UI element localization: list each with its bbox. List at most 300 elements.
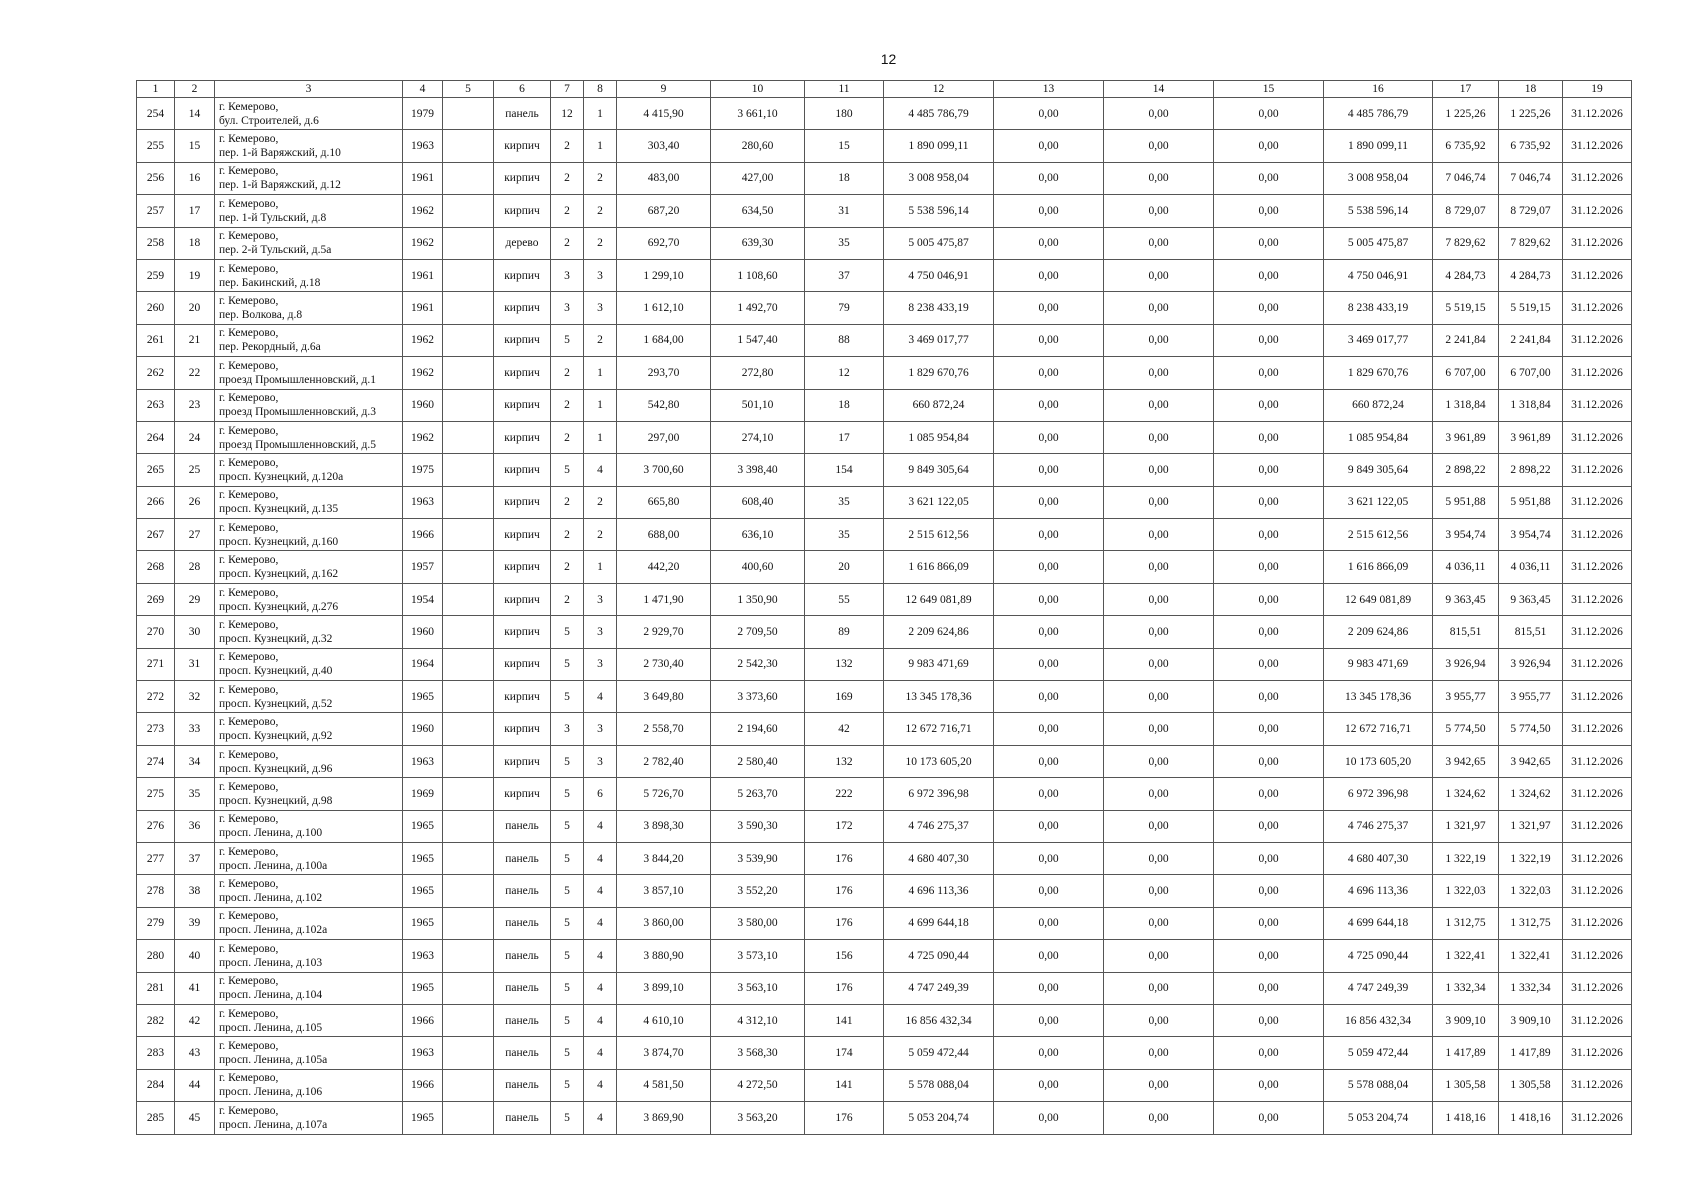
column-header-14: 14	[1104, 81, 1214, 98]
cell-year: 1966	[403, 1069, 443, 1101]
cell-floors: 5	[551, 842, 584, 874]
address-cell	[215, 583, 403, 615]
cell-c13: 0,00	[994, 292, 1104, 324]
cell-area-total: 4 415,90	[617, 98, 711, 130]
cell-c17: 2 898,22	[1433, 454, 1499, 486]
cell-c18: 7 046,74	[1499, 162, 1563, 194]
cell-entr: 4	[584, 940, 617, 972]
cell-floors: 5	[551, 778, 584, 810]
cell-c18: 6 735,92	[1499, 130, 1563, 162]
cell-entr: 3	[584, 583, 617, 615]
cell-people: 17	[805, 421, 884, 453]
cell-c13: 0,00	[994, 940, 1104, 972]
cell-c17: 1 418,16	[1433, 1102, 1499, 1134]
address-city: г. Кемерово,	[219, 845, 279, 858]
cell-c13: 0,00	[994, 454, 1104, 486]
cell-n: 274	[137, 745, 175, 777]
cell-cost: 3 008 958,04	[884, 162, 994, 194]
cell-cost: 10 173 605,20	[884, 745, 994, 777]
address-street: просп. Ленина, д.104	[219, 989, 323, 1002]
cell-year: 1963	[403, 1037, 443, 1069]
cell-date: 31.12.2026	[1563, 648, 1632, 680]
cell-c18: 3 909,10	[1499, 1004, 1563, 1036]
cell-year: 1960	[403, 389, 443, 421]
cell-area-res: 2 709,50	[711, 616, 805, 648]
cell-i: 31	[175, 648, 215, 680]
address-street: просп. Кузнецкий, д.92	[219, 730, 333, 743]
address-street: пер. 1-й Тульский, д.8	[219, 211, 327, 224]
cell-floors: 5	[551, 648, 584, 680]
cell-i: 45	[175, 1102, 215, 1134]
cell-entr: 4	[584, 1069, 617, 1101]
cell-cost: 9 849 305,64	[884, 454, 994, 486]
cell-c14: 0,00	[1104, 195, 1214, 227]
table-row	[137, 421, 1632, 453]
cell-n: 265	[137, 454, 175, 486]
cell-c15: 0,00	[1214, 389, 1324, 421]
cell-n: 257	[137, 195, 175, 227]
cell-material: кирпич	[494, 292, 551, 324]
address-street: просп. Ленина, д.105а	[219, 1054, 328, 1067]
cell-date: 31.12.2026	[1563, 454, 1632, 486]
cell-i: 21	[175, 324, 215, 356]
cell-entr: 4	[584, 842, 617, 874]
cell-c18: 2 241,84	[1499, 324, 1563, 356]
cell-n: 262	[137, 357, 175, 389]
address-street: пер. Рекордный, д.6а	[219, 341, 321, 354]
cell-c16: 5 578 088,04	[1324, 1069, 1433, 1101]
cell-material: кирпич	[494, 583, 551, 615]
cell-c16: 660 872,24	[1324, 389, 1433, 421]
cell-area-res: 2 580,40	[711, 745, 805, 777]
address-cell	[215, 875, 403, 907]
table-row	[137, 583, 1632, 615]
cell-floors: 2	[551, 130, 584, 162]
table-row	[137, 681, 1632, 713]
cell-c13: 0,00	[994, 648, 1104, 680]
cell-n: 263	[137, 389, 175, 421]
cell-material: панель	[494, 810, 551, 842]
cell-c16: 1 890 099,11	[1324, 130, 1433, 162]
cell-c15: 0,00	[1214, 1102, 1324, 1134]
address-street: пер. Волкова, д.8	[219, 309, 303, 322]
cell-area-total: 2 782,40	[617, 745, 711, 777]
cell-c17: 4 036,11	[1433, 551, 1499, 583]
cell-cost: 5 578 088,04	[884, 1069, 994, 1101]
cell-c14: 0,00	[1104, 519, 1214, 551]
cell-c15: 0,00	[1214, 940, 1324, 972]
table-row	[137, 875, 1632, 907]
address-street: просп. Ленина, д.100а	[219, 859, 328, 872]
cell-entr: 2	[584, 324, 617, 356]
cell-c5	[443, 907, 494, 939]
cell-entr: 3	[584, 259, 617, 291]
cell-n: 268	[137, 551, 175, 583]
address-cell	[215, 907, 403, 939]
address-cell	[215, 940, 403, 972]
cell-n: 284	[137, 1069, 175, 1101]
cell-i: 24	[175, 421, 215, 453]
column-header-15: 15	[1214, 81, 1324, 98]
address-city: г. Кемерово,	[219, 683, 279, 696]
cell-c14: 0,00	[1104, 778, 1214, 810]
cell-i: 17	[175, 195, 215, 227]
address-street: пер. Бакинский, д.18	[219, 276, 321, 289]
address-city: г. Кемерово,	[219, 100, 279, 113]
cell-i: 32	[175, 681, 215, 713]
cell-c14: 0,00	[1104, 486, 1214, 518]
cell-material: панель	[494, 842, 551, 874]
cell-entr: 2	[584, 195, 617, 227]
cell-c15: 0,00	[1214, 227, 1324, 259]
cell-c13: 0,00	[994, 486, 1104, 518]
cell-c15: 0,00	[1214, 292, 1324, 324]
cell-n: 278	[137, 875, 175, 907]
cell-c18: 1 324,62	[1499, 778, 1563, 810]
cell-c18: 815,51	[1499, 616, 1563, 648]
table-row	[137, 389, 1632, 421]
cell-entr: 3	[584, 713, 617, 745]
address-city: г. Кемерово,	[219, 489, 279, 502]
cell-c18: 1 417,89	[1499, 1037, 1563, 1069]
address-cell	[215, 324, 403, 356]
cell-year: 1963	[403, 130, 443, 162]
cell-floors: 3	[551, 713, 584, 745]
cell-date: 31.12.2026	[1563, 681, 1632, 713]
cell-c18: 1 322,41	[1499, 940, 1563, 972]
cell-year: 1961	[403, 259, 443, 291]
cell-c15: 0,00	[1214, 972, 1324, 1004]
cell-c17: 6 707,00	[1433, 357, 1499, 389]
cell-c5	[443, 357, 494, 389]
cell-c5	[443, 519, 494, 551]
cell-n: 255	[137, 130, 175, 162]
cell-floors: 5	[551, 907, 584, 939]
table-row	[137, 1069, 1632, 1101]
cell-floors: 5	[551, 616, 584, 648]
cell-material: панель	[494, 940, 551, 972]
cell-people: 180	[805, 98, 884, 130]
cell-c5	[443, 778, 494, 810]
cell-c14: 0,00	[1104, 98, 1214, 130]
cell-area-res: 427,00	[711, 162, 805, 194]
address-cell	[215, 1004, 403, 1036]
cell-entr: 3	[584, 292, 617, 324]
cell-area-total: 297,00	[617, 421, 711, 453]
cell-c14: 0,00	[1104, 292, 1214, 324]
cell-c18: 1 322,03	[1499, 875, 1563, 907]
address-city: г. Кемерово,	[219, 197, 279, 210]
cell-area-total: 2 558,70	[617, 713, 711, 745]
cell-people: 176	[805, 907, 884, 939]
address-city: г. Кемерово,	[219, 133, 279, 146]
cell-entr: 4	[584, 1037, 617, 1069]
cell-cost: 2 209 624,86	[884, 616, 994, 648]
cell-c16: 9 849 305,64	[1324, 454, 1433, 486]
cell-c16: 4 699 644,18	[1324, 907, 1433, 939]
cell-material: кирпич	[494, 162, 551, 194]
address-cell	[215, 130, 403, 162]
cell-n: 254	[137, 98, 175, 130]
cell-i: 42	[175, 1004, 215, 1036]
cell-material: панель	[494, 1004, 551, 1036]
cell-entr: 3	[584, 648, 617, 680]
cell-material: кирпич	[494, 616, 551, 648]
cell-c16: 1 829 670,76	[1324, 357, 1433, 389]
cell-floors: 2	[551, 421, 584, 453]
cell-date: 31.12.2026	[1563, 486, 1632, 518]
cell-date: 31.12.2026	[1563, 583, 1632, 615]
address-city: г. Кемерово,	[219, 942, 279, 955]
cell-c14: 0,00	[1104, 1004, 1214, 1036]
cell-c18: 4 036,11	[1499, 551, 1563, 583]
cell-c14: 0,00	[1104, 940, 1214, 972]
cell-area-total: 542,80	[617, 389, 711, 421]
table-row	[137, 357, 1632, 389]
cell-c18: 5 774,50	[1499, 713, 1563, 745]
cell-c13: 0,00	[994, 421, 1104, 453]
cell-c5	[443, 162, 494, 194]
column-header-10: 10	[711, 81, 805, 98]
cell-c18: 8 729,07	[1499, 195, 1563, 227]
cell-area-res: 2 542,30	[711, 648, 805, 680]
cell-floors: 2	[551, 389, 584, 421]
table-row	[137, 195, 1632, 227]
address-cell	[215, 778, 403, 810]
cell-c15: 0,00	[1214, 130, 1324, 162]
cell-year: 1965	[403, 810, 443, 842]
address-cell	[215, 162, 403, 194]
cell-people: 20	[805, 551, 884, 583]
cell-c15: 0,00	[1214, 907, 1324, 939]
cell-c14: 0,00	[1104, 1037, 1214, 1069]
cell-area-res: 1 547,40	[711, 324, 805, 356]
cell-area-res: 3 552,20	[711, 875, 805, 907]
cell-c15: 0,00	[1214, 421, 1324, 453]
cell-c18: 3 961,89	[1499, 421, 1563, 453]
cell-i: 30	[175, 616, 215, 648]
cell-i: 35	[175, 778, 215, 810]
cell-material: панель	[494, 98, 551, 130]
cell-c15: 0,00	[1214, 616, 1324, 648]
cell-c14: 0,00	[1104, 842, 1214, 874]
cell-c15: 0,00	[1214, 324, 1324, 356]
cell-n: 264	[137, 421, 175, 453]
table-row	[137, 778, 1632, 810]
cell-cost: 12 672 716,71	[884, 713, 994, 745]
cell-c15: 0,00	[1214, 1037, 1324, 1069]
cell-c17: 7 829,62	[1433, 227, 1499, 259]
cell-people: 174	[805, 1037, 884, 1069]
cell-c18: 1 305,58	[1499, 1069, 1563, 1101]
column-header-19: 19	[1563, 81, 1632, 98]
cell-c18: 3 942,65	[1499, 745, 1563, 777]
cell-area-total: 1 612,10	[617, 292, 711, 324]
address-city: г. Кемерово,	[219, 456, 279, 469]
cell-c14: 0,00	[1104, 1069, 1214, 1101]
cell-c17: 1 332,34	[1433, 972, 1499, 1004]
column-header-1: 1	[137, 81, 175, 98]
cell-area-res: 636,10	[711, 519, 805, 551]
column-header-17: 17	[1433, 81, 1499, 98]
cell-cost: 5 059 472,44	[884, 1037, 994, 1069]
cell-c13: 0,00	[994, 357, 1104, 389]
cell-material: кирпич	[494, 745, 551, 777]
address-city: г. Кемерово,	[219, 521, 279, 534]
cell-c13: 0,00	[994, 583, 1104, 615]
cell-cost: 4 699 644,18	[884, 907, 994, 939]
table-row	[137, 551, 1632, 583]
cell-floors: 5	[551, 810, 584, 842]
cell-material: дерево	[494, 227, 551, 259]
cell-cost: 3 621 122,05	[884, 486, 994, 518]
cell-floors: 2	[551, 162, 584, 194]
cell-c18: 3 955,77	[1499, 681, 1563, 713]
cell-i: 22	[175, 357, 215, 389]
cell-area-res: 3 539,90	[711, 842, 805, 874]
cell-i: 20	[175, 292, 215, 324]
cell-c16: 3 621 122,05	[1324, 486, 1433, 518]
cell-area-res: 272,80	[711, 357, 805, 389]
address-cell	[215, 292, 403, 324]
cell-i: 29	[175, 583, 215, 615]
cell-area-res: 634,50	[711, 195, 805, 227]
cell-cost: 8 238 433,19	[884, 292, 994, 324]
cell-c13: 0,00	[994, 681, 1104, 713]
cell-material: кирпич	[494, 421, 551, 453]
cell-c17: 3 954,74	[1433, 519, 1499, 551]
address-cell	[215, 454, 403, 486]
cell-c15: 0,00	[1214, 842, 1324, 874]
cell-c17: 815,51	[1433, 616, 1499, 648]
table-row	[137, 810, 1632, 842]
column-header-9: 9	[617, 81, 711, 98]
cell-floors: 2	[551, 486, 584, 518]
address-city: г. Кемерово,	[219, 651, 279, 664]
address-street: просп. Кузнецкий, д.120а	[219, 470, 344, 483]
cell-date: 31.12.2026	[1563, 778, 1632, 810]
cell-c17: 2 241,84	[1433, 324, 1499, 356]
address-street: бул. Строителей, д.6	[219, 114, 319, 127]
cell-material: кирпич	[494, 357, 551, 389]
cell-date: 31.12.2026	[1563, 1004, 1632, 1036]
cell-c14: 0,00	[1104, 648, 1214, 680]
cell-n: 269	[137, 583, 175, 615]
address-street: просп. Ленина, д.103	[219, 956, 323, 969]
cell-c5	[443, 745, 494, 777]
table-row	[137, 486, 1632, 518]
cell-c18: 3 926,94	[1499, 648, 1563, 680]
cell-c16: 9 983 471,69	[1324, 648, 1433, 680]
table-row	[137, 842, 1632, 874]
cell-area-total: 3 857,10	[617, 875, 711, 907]
cell-c13: 0,00	[994, 259, 1104, 291]
cell-cost: 4 485 786,79	[884, 98, 994, 130]
column-header-4: 4	[403, 81, 443, 98]
cell-cost: 4 746 275,37	[884, 810, 994, 842]
cell-c17: 1 417,89	[1433, 1037, 1499, 1069]
cell-floors: 5	[551, 972, 584, 1004]
cell-c17: 5 519,15	[1433, 292, 1499, 324]
address-city: г. Кемерово,	[219, 392, 279, 405]
cell-cost: 6 972 396,98	[884, 778, 994, 810]
cell-c13: 0,00	[994, 745, 1104, 777]
cell-c18: 1 312,75	[1499, 907, 1563, 939]
cell-people: 12	[805, 357, 884, 389]
cell-area-total: 1 684,00	[617, 324, 711, 356]
address-cell	[215, 616, 403, 648]
cell-cost: 5 538 596,14	[884, 195, 994, 227]
cell-n: 285	[137, 1102, 175, 1134]
cell-entr: 1	[584, 551, 617, 583]
cell-c14: 0,00	[1104, 227, 1214, 259]
cell-entr: 1	[584, 389, 617, 421]
cell-c17: 1 321,97	[1433, 810, 1499, 842]
cell-c18: 1 321,97	[1499, 810, 1563, 842]
cell-area-total: 483,00	[617, 162, 711, 194]
cell-date: 31.12.2026	[1563, 875, 1632, 907]
cell-c15: 0,00	[1214, 681, 1324, 713]
column-header-8: 8	[584, 81, 617, 98]
cell-c5	[443, 454, 494, 486]
address-cell	[215, 551, 403, 583]
cell-c17: 1 322,19	[1433, 842, 1499, 874]
address-city: г. Кемерово,	[219, 748, 279, 761]
cell-area-res: 1 108,60	[711, 259, 805, 291]
cell-c17: 3 961,89	[1433, 421, 1499, 453]
cell-c17: 1 225,26	[1433, 98, 1499, 130]
cell-material: панель	[494, 1037, 551, 1069]
cell-c13: 0,00	[994, 1069, 1104, 1101]
cell-cost: 5 053 204,74	[884, 1102, 994, 1134]
cell-c5	[443, 616, 494, 648]
cell-c15: 0,00	[1214, 778, 1324, 810]
cell-people: 18	[805, 389, 884, 421]
cell-area-total: 688,00	[617, 519, 711, 551]
cell-c14: 0,00	[1104, 130, 1214, 162]
cell-year: 1963	[403, 745, 443, 777]
cell-entr: 3	[584, 745, 617, 777]
cell-year: 1965	[403, 972, 443, 1004]
cell-c16: 5 538 596,14	[1324, 195, 1433, 227]
page-number: 12	[880, 51, 897, 67]
cell-floors: 5	[551, 1004, 584, 1036]
cell-area-total: 3 860,00	[617, 907, 711, 939]
cell-c5	[443, 1037, 494, 1069]
cell-floors: 2	[551, 583, 584, 615]
cell-year: 1965	[403, 907, 443, 939]
address-cell	[215, 681, 403, 713]
cell-c15: 0,00	[1214, 875, 1324, 907]
address-cell	[215, 745, 403, 777]
column-header-16: 16	[1324, 81, 1433, 98]
cell-c16: 4 747 249,39	[1324, 972, 1433, 1004]
table-row	[137, 940, 1632, 972]
cell-c5	[443, 648, 494, 680]
cell-c13: 0,00	[994, 1102, 1104, 1134]
cell-c13: 0,00	[994, 389, 1104, 421]
cell-year: 1957	[403, 551, 443, 583]
cell-n: 279	[137, 907, 175, 939]
cell-c13: 0,00	[994, 842, 1104, 874]
cell-c16: 4 750 046,91	[1324, 259, 1433, 291]
address-cell	[215, 227, 403, 259]
cell-material: кирпич	[494, 681, 551, 713]
address-city: г. Кемерово,	[219, 975, 279, 988]
cell-cost: 4 696 113,36	[884, 875, 994, 907]
cell-c17: 5 774,50	[1433, 713, 1499, 745]
cell-area-total: 3 649,80	[617, 681, 711, 713]
